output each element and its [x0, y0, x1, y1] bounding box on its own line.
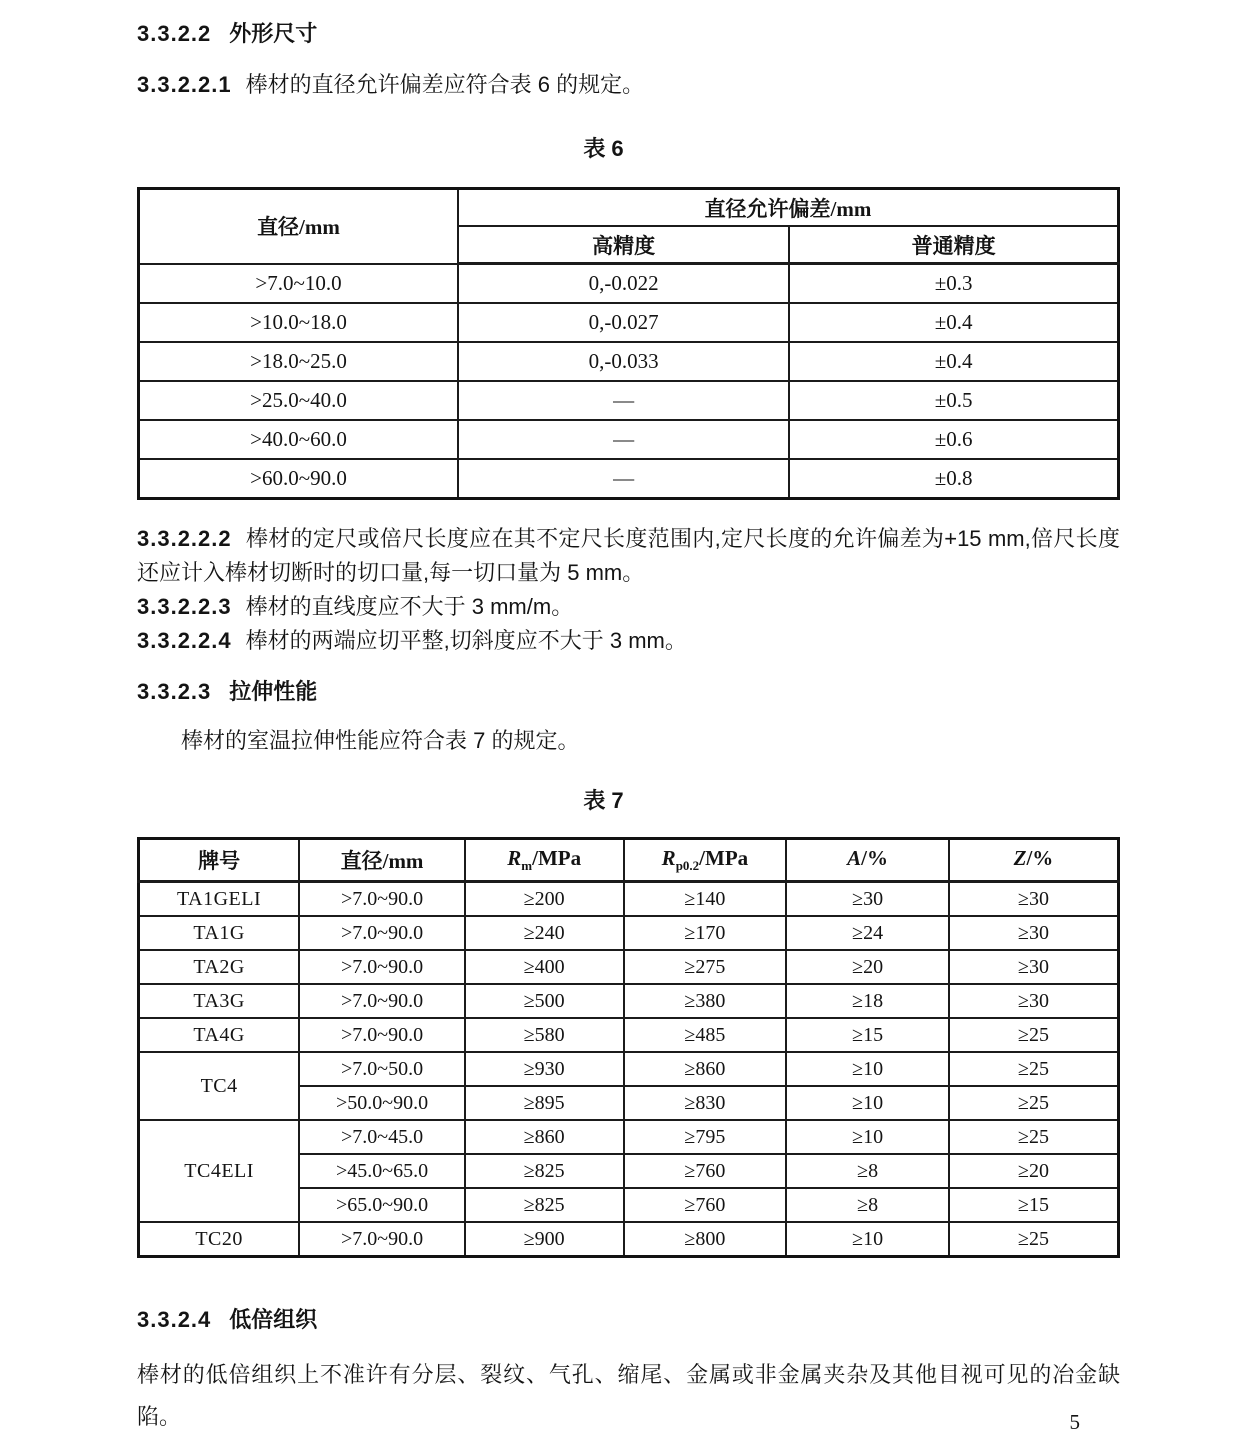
table-cell: ±0.5: [789, 381, 1118, 420]
section-heading-3-3-2-3: [137, 678, 1120, 706]
section-title: 低倍组织: [229, 1307, 318, 1332]
brand-cell: TC4: [139, 1052, 300, 1120]
unit-label: /MPa: [532, 845, 582, 870]
brand-cell: TA4G: [139, 1018, 300, 1052]
table-cell: ≥20: [949, 1154, 1119, 1188]
clause-text: 棒材的两端应切平整,切斜度应不大于 3 mm。: [245, 628, 687, 653]
section-heading-3-3-2-2: [137, 20, 1120, 48]
brand-cell: TC20: [139, 1222, 300, 1257]
clause-text: 棒材的直径允许偏差应符合表 6 的规定。: [245, 72, 645, 97]
table-cell: ≥10: [786, 1052, 949, 1086]
table-row: [139, 1222, 1119, 1257]
clause-3-3-2-2-1: [137, 68, 1120, 102]
table-cell: 0,-0.033: [458, 342, 789, 381]
brand-cell: TC4ELI: [139, 1120, 300, 1222]
table-cell: 0,-0.022: [458, 264, 789, 304]
clause-number: 3.3.2.2.1: [137, 72, 232, 97]
table-row: [139, 189, 1119, 227]
table-cell: ≥240: [465, 916, 624, 950]
unit-label: /%: [1026, 845, 1054, 870]
table7-header-reduction: [949, 839, 1119, 882]
table-cell: ≥760: [624, 1188, 787, 1222]
table6-caption: 表 6: [583, 136, 624, 161]
table7-header-rm: [465, 839, 624, 882]
table-cell: ≥760: [624, 1154, 787, 1188]
section-number: 3.3.2.3: [137, 679, 212, 704]
table-cell: ≥825: [465, 1188, 624, 1222]
table-cell: >7.0~90.0: [299, 1222, 465, 1257]
table-cell: ≥500: [465, 984, 624, 1018]
symbol-rm-subscript: m: [521, 858, 533, 874]
table-cell: >7.0~90.0: [299, 882, 465, 917]
symbol-rm: R: [507, 845, 522, 870]
table-row: [139, 984, 1119, 1018]
symbol-rp02: R: [661, 845, 676, 870]
tensile-intro-paragraph: 棒材的室温拉伸性能应符合表 7 的规定。: [181, 728, 580, 753]
brand-cell: TA1GELI: [139, 882, 300, 917]
table-cell: ≥30: [949, 916, 1119, 950]
table-cell: ≥10: [786, 1120, 949, 1154]
table-cell: ≥25: [949, 1120, 1119, 1154]
table-cell: ≥30: [786, 882, 949, 917]
unit-label: /MPa: [699, 845, 749, 870]
table-cell: —: [458, 381, 789, 420]
table-row: [139, 420, 1119, 459]
table-7: [137, 837, 1120, 1258]
table-cell: ≥900: [465, 1222, 624, 1257]
table7-header-diameter: 直径/mm: [299, 839, 465, 882]
table-row: [139, 839, 1119, 882]
table-cell: ≥25: [949, 1222, 1119, 1257]
brand-cell: TA1G: [139, 916, 300, 950]
table-cell: ≥930: [465, 1052, 624, 1086]
table-cell: —: [458, 459, 789, 499]
table-cell: >50.0~90.0: [299, 1086, 465, 1120]
table-cell: ≥485: [624, 1018, 787, 1052]
page-number: 5: [1069, 1410, 1080, 1434]
table-cell: >10.0~18.0: [139, 303, 458, 342]
table-row: [139, 1052, 1119, 1086]
table-cell: ≥10: [786, 1222, 949, 1257]
table-cell: ≥10: [786, 1086, 949, 1120]
table-cell: ±0.6: [789, 420, 1118, 459]
table-cell: ≥25: [949, 1052, 1119, 1086]
table6-header-tolerance-group: 直径允许偏差/mm: [458, 189, 1119, 227]
unit-label: /%: [861, 845, 889, 870]
table-cell: ≥825: [465, 1154, 624, 1188]
table6-header-high-precision: 高精度: [458, 226, 789, 264]
macro-paragraph: 棒材的低倍组织上不准许有分层、裂纹、气孔、缩尾、金属或非金属夹杂及其他目视可见的冶金缺陷。: [137, 1362, 1120, 1429]
table-cell: >7.0~10.0: [139, 264, 458, 304]
clause-3-3-2-2-2: [137, 522, 1120, 590]
table6-header-normal-precision: 普通精度: [789, 226, 1118, 264]
table-cell: ≥860: [465, 1120, 624, 1154]
table7-caption: 表 7: [583, 788, 624, 813]
clause-number: 3.3.2.2.4: [137, 628, 232, 653]
table-cell: 0,-0.027: [458, 303, 789, 342]
symbol-z: Z: [1013, 845, 1027, 870]
table-cell: ≥24: [786, 916, 949, 950]
table6-header-diameter: 直径/mm: [139, 189, 458, 264]
table-cell: ≥170: [624, 916, 787, 950]
table-cell: >60.0~90.0: [139, 459, 458, 499]
table-cell: ≥400: [465, 950, 624, 984]
clause-3-3-2-2-3: [137, 590, 1120, 624]
symbol-a: A: [847, 845, 862, 870]
table-cell: ≥30: [949, 950, 1119, 984]
table7-header-elongation: [786, 839, 949, 882]
table-cell: ≥860: [624, 1052, 787, 1086]
section-number: 3.3.2.2: [137, 21, 212, 46]
clause-3-3-2-2-4: [137, 624, 1120, 658]
table-cell: >7.0~90.0: [299, 916, 465, 950]
table-cell: >40.0~60.0: [139, 420, 458, 459]
clause-text: 棒材的直线度应不大于 3 mm/m。: [245, 594, 574, 619]
table-cell: —: [458, 420, 789, 459]
table-cell: >7.0~90.0: [299, 1018, 465, 1052]
table-cell: ±0.4: [789, 303, 1118, 342]
symbol-rp02-subscript: p0.2: [675, 858, 700, 874]
section-title: 外形尺寸: [229, 21, 318, 46]
table-cell: ±0.8: [789, 459, 1118, 499]
page-content: [137, 20, 1120, 1438]
table-cell: ≥275: [624, 950, 787, 984]
brand-cell: TA3G: [139, 984, 300, 1018]
table-row: [139, 1018, 1119, 1052]
table-cell: >45.0~65.0: [299, 1154, 465, 1188]
table-cell: ≥25: [949, 1086, 1119, 1120]
table-row: [139, 342, 1119, 381]
table-cell: ≥380: [624, 984, 787, 1018]
table-cell: >7.0~45.0: [299, 1120, 465, 1154]
table-cell: >7.0~90.0: [299, 984, 465, 1018]
table7-header-brand: 牌号: [139, 839, 300, 882]
table-cell: ≥30: [949, 984, 1119, 1018]
table-row: [139, 882, 1119, 917]
table-cell: ≥25: [949, 1018, 1119, 1052]
table-cell: ±0.4: [789, 342, 1118, 381]
table-cell: ≥18: [786, 984, 949, 1018]
table-cell: ≥580: [465, 1018, 624, 1052]
table-row: [139, 950, 1119, 984]
section-heading-3-3-2-4: [137, 1306, 1120, 1334]
table-cell: >25.0~40.0: [139, 381, 458, 420]
clause-text: 棒材的定尺或倍尺长度应在其不定尺长度范围内,定尺长度的允许偏差为+15 mm,倍尺长度还应计入棒材切断时的切口量,每一切口量为 5 mm。: [137, 526, 1120, 585]
table-cell: ≥20: [786, 950, 949, 984]
table-cell: >65.0~90.0: [299, 1188, 465, 1222]
clause-number: 3.3.2.2.3: [137, 594, 232, 619]
table-cell: ≥140: [624, 882, 787, 917]
table-row: [139, 459, 1119, 499]
table-cell: >7.0~90.0: [299, 950, 465, 984]
table-cell: ≥30: [949, 882, 1119, 917]
table-cell: ≥800: [624, 1222, 787, 1257]
table-row: [139, 916, 1119, 950]
table-cell: ≥8: [786, 1188, 949, 1222]
table-cell: ≥830: [624, 1086, 787, 1120]
table-cell: ≥15: [949, 1188, 1119, 1222]
table-cell: ≥8: [786, 1154, 949, 1188]
table-cell: ≥200: [465, 882, 624, 917]
table-cell: ±0.3: [789, 264, 1118, 304]
brand-cell: TA2G: [139, 950, 300, 984]
table-cell: ≥795: [624, 1120, 787, 1154]
section-title: 拉伸性能: [229, 679, 318, 704]
table-cell: ≥15: [786, 1018, 949, 1052]
table-6: [137, 187, 1120, 500]
clause-block: [137, 522, 1120, 658]
table-cell: >7.0~50.0: [299, 1052, 465, 1086]
table-row: [139, 381, 1119, 420]
section-number: 3.3.2.4: [137, 1307, 212, 1332]
table-row: [139, 303, 1119, 342]
table-row: [139, 264, 1119, 304]
table-row: [139, 1120, 1119, 1154]
clause-number: 3.3.2.2.2: [137, 526, 232, 551]
table7-header-rp02: [624, 839, 787, 882]
table-cell: >18.0~25.0: [139, 342, 458, 381]
table-cell: ≥895: [465, 1086, 624, 1120]
